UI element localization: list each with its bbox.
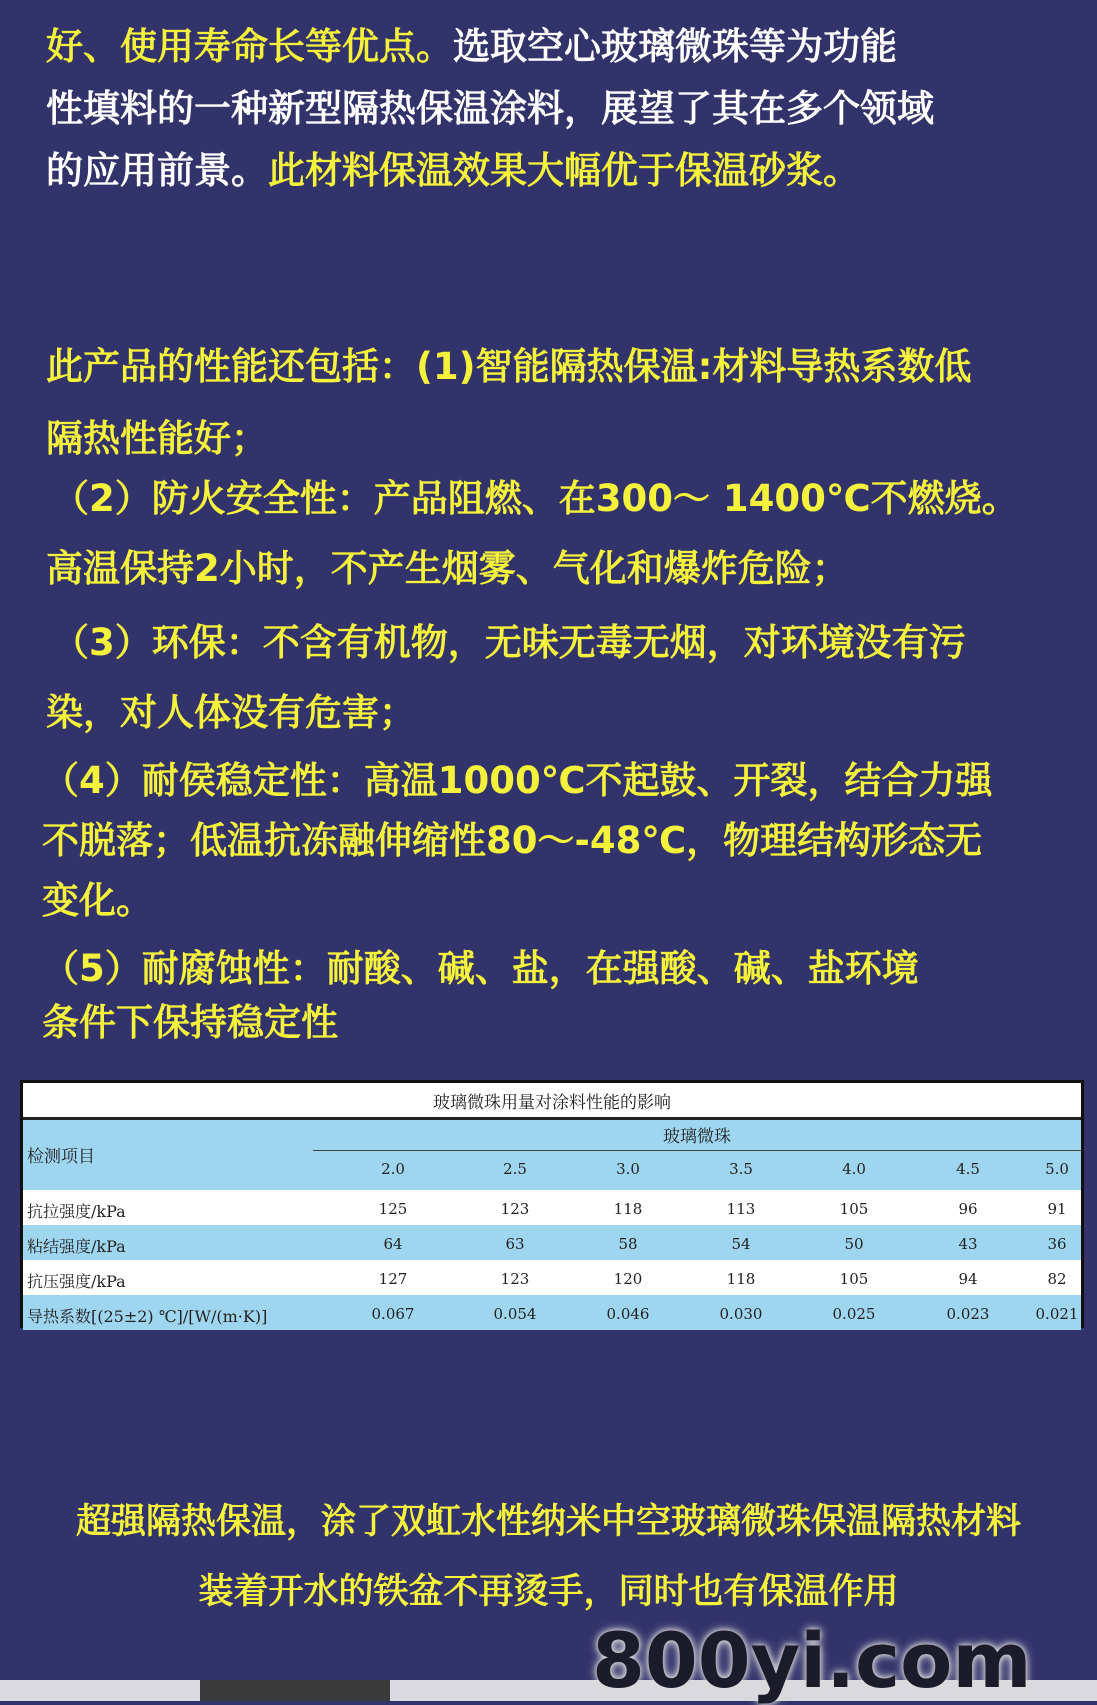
table-row xyxy=(23,1260,1081,1295)
intro-line-3-start: 的应用前景。 xyxy=(46,149,268,192)
table-cell: 0.030 xyxy=(719,1305,763,1323)
table-cell: 105 xyxy=(839,1200,869,1218)
table-cell: 0.023 xyxy=(946,1305,990,1323)
table-cell: 96 xyxy=(958,1200,978,1218)
watermark-logo: 800yi.com xyxy=(592,1616,1032,1705)
table-cell: 125 xyxy=(378,1200,408,1218)
col-header: 4.0 xyxy=(842,1160,866,1178)
table-cell: 63 xyxy=(505,1235,525,1253)
feature-line-10: （5）耐腐蚀性：耐酸、碱、盐，在强酸、碱、盐环境 xyxy=(42,947,919,990)
feature-line-11: 条件下保持稳定性 xyxy=(42,1001,338,1044)
intro-line-3-highlight: 此材料保温效果大幅优于保温砂浆。 xyxy=(268,149,860,192)
feature-line-2: 隔热性能好； xyxy=(46,417,268,460)
table-cell: 113 xyxy=(726,1200,756,1218)
table-cell: 36 xyxy=(1047,1235,1067,1253)
table-cell: 0.025 xyxy=(832,1305,876,1323)
row-label: 粘结强度/kPa xyxy=(27,1237,126,1256)
table-cell: 82 xyxy=(1047,1270,1067,1288)
table-header xyxy=(23,1117,1081,1193)
table-cell: 64 xyxy=(383,1235,403,1253)
top-edge xyxy=(0,0,1097,6)
footer-caption-2: 装着开水的铁盆不再烫手，同时也有保温作用 xyxy=(198,1572,899,1612)
feature-line-5: （3）环保：不含有机物，无味无毒无烟，对环境没有污 xyxy=(52,621,966,664)
table-cell: 58 xyxy=(618,1235,638,1253)
table-cell: 91 xyxy=(1047,1200,1067,1218)
col-header: 2.0 xyxy=(381,1160,405,1178)
bottom-image-object xyxy=(200,1680,390,1701)
row-label: 导热系数[(25±2) ℃]/[W/(m·K)] xyxy=(27,1307,268,1326)
feature-line-8: 不脱落；低温抗冻融伸缩性80～-48℃，物理结构形态无 xyxy=(42,819,983,862)
group-header: 玻璃微珠 xyxy=(313,1124,1081,1151)
feature-line-7: （4）耐侯稳定性：高温1000℃不起鼓、开裂，结合力强 xyxy=(42,759,993,802)
footer-caption-1: 超强隔热保温，涂了双虹水性纳米中空玻璃微珠保温隔热材料 xyxy=(75,1502,1021,1542)
col-header: 2.5 xyxy=(503,1160,527,1178)
table-cell: 123 xyxy=(500,1270,530,1288)
table-row xyxy=(23,1295,1081,1330)
intro-line-1-highlight: 好、使用寿命长等优点。 xyxy=(46,25,453,68)
table-cell: 54 xyxy=(731,1235,751,1253)
table-cell: 127 xyxy=(378,1270,408,1288)
col-header: 3.5 xyxy=(729,1160,753,1178)
col-header: 4.5 xyxy=(956,1160,980,1178)
table-cell: 0.067 xyxy=(371,1305,415,1323)
table-row xyxy=(23,1225,1081,1260)
table-cell: 94 xyxy=(958,1270,978,1288)
table-cell: 0.046 xyxy=(606,1305,650,1323)
intro-line-1-rest: 选取空心玻璃微珠等为功能 xyxy=(453,25,897,68)
table-row xyxy=(23,1190,1081,1225)
feature-line-4: 高温保持2小时，不产生烟雾、气化和爆炸危险； xyxy=(46,547,849,590)
table-cell: 118 xyxy=(726,1270,756,1288)
row-label: 抗压强度/kPa xyxy=(27,1272,126,1291)
feature-line-9: 变化。 xyxy=(42,879,153,922)
data-table xyxy=(20,1080,1084,1328)
intro-line-3 xyxy=(46,149,860,192)
table-cell: 43 xyxy=(958,1235,978,1253)
feature-line-1: 此产品的性能还包括：(1)智能隔热保温:材料导热系数低 xyxy=(46,345,972,388)
table-cell: 118 xyxy=(613,1200,643,1218)
item-header: 检测项目 xyxy=(27,1147,95,1167)
table-caption: 玻璃微珠用量对涂料性能的影响 xyxy=(433,1093,671,1113)
table-cell: 0.021 xyxy=(1035,1305,1079,1323)
table-cell: 50 xyxy=(844,1235,864,1253)
intro-line-1 xyxy=(46,25,897,68)
intro-line-2: 性填料的一种新型隔热保温涂料，展望了其在多个领域 xyxy=(46,87,934,130)
feature-line-6: 染，对人体没有危害； xyxy=(46,691,416,734)
table-cell: 123 xyxy=(500,1200,530,1218)
row-label: 抗拉强度/kPa xyxy=(27,1202,126,1221)
col-header: 5.0 xyxy=(1045,1160,1069,1178)
table-cell: 105 xyxy=(839,1270,869,1288)
col-header: 3.0 xyxy=(616,1160,640,1178)
table-cell: 0.054 xyxy=(493,1305,537,1323)
feature-line-3: （2）防火安全性：产品阻燃、在300～ 1400℃不燃烧。 xyxy=(52,477,1019,520)
table-cell: 120 xyxy=(613,1270,643,1288)
